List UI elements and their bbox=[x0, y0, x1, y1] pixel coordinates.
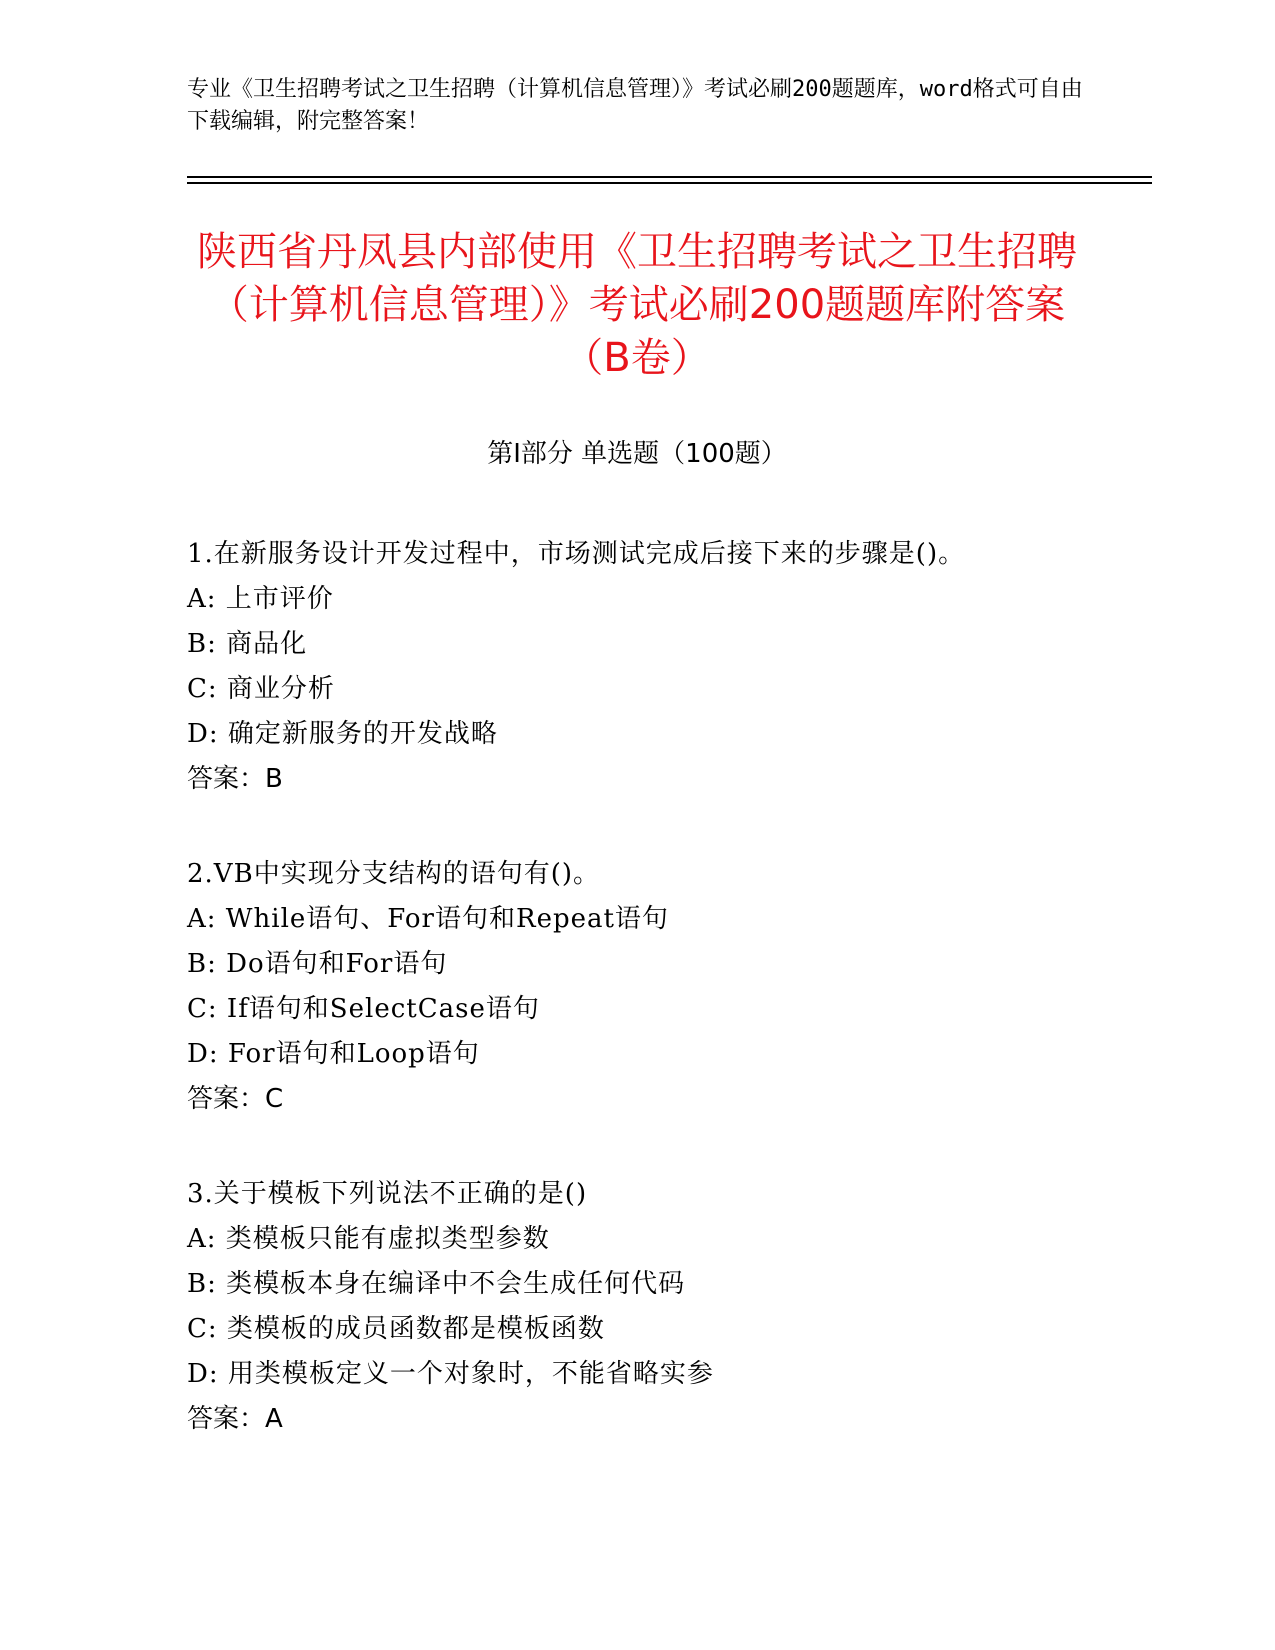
header-divider-bottom bbox=[187, 182, 1152, 184]
section-title: 第Ⅰ部分 单选题（100题） bbox=[487, 439, 787, 469]
question-stem: 2.VB中实现分支结构的语句有()。 bbox=[187, 859, 600, 889]
option-c: C: If语句和SelectCase语句 bbox=[187, 994, 540, 1024]
answer: 答案：A bbox=[187, 1404, 283, 1434]
answer: 答案：C bbox=[187, 1084, 284, 1114]
question-1 bbox=[187, 532, 1147, 802]
option-a: A: 类模板只能有虚拟类型参数 bbox=[187, 1224, 550, 1254]
option-b: B: 类模板本身在编译中不会生成任何代码 bbox=[187, 1269, 686, 1299]
option-d: D: 确定新服务的开发战略 bbox=[187, 719, 498, 749]
question-2 bbox=[187, 852, 1147, 1122]
option-d: D: 用类模板定义一个对象时，不能省略实参 bbox=[187, 1359, 714, 1389]
option-c: C: 类模板的成员函数都是模板函数 bbox=[187, 1314, 605, 1344]
header-divider-top bbox=[187, 176, 1152, 178]
header-note: 专业《卫生招聘考试之卫生招聘（计算机信息管理）》考试必刷200题题库，word格式可自由下载编辑，附完整答案！ bbox=[187, 77, 1083, 134]
option-c: C: 商业分析 bbox=[187, 674, 335, 704]
option-a: A: While语句、For语句和Repeat语句 bbox=[187, 904, 669, 934]
answer: 答案：B bbox=[187, 764, 283, 794]
question-3 bbox=[187, 1172, 1147, 1442]
document-title: 陕西省丹凤县内部使用《卫生招聘考试之卫生招聘（计算机信息管理）》考试必刷200题题库附答案（B卷） bbox=[197, 229, 1077, 381]
question-stem: 3.关于模板下列说法不正确的是() bbox=[187, 1179, 588, 1209]
option-b: B: Do语句和For语句 bbox=[187, 949, 448, 979]
option-b: B: 商品化 bbox=[187, 629, 308, 659]
option-a: A: 上市评价 bbox=[187, 584, 334, 614]
option-d: D: For语句和Loop语句 bbox=[187, 1039, 480, 1069]
question-stem: 1.在新服务设计开发过程中，市场测试完成后接下来的步骤是()。 bbox=[187, 539, 966, 569]
